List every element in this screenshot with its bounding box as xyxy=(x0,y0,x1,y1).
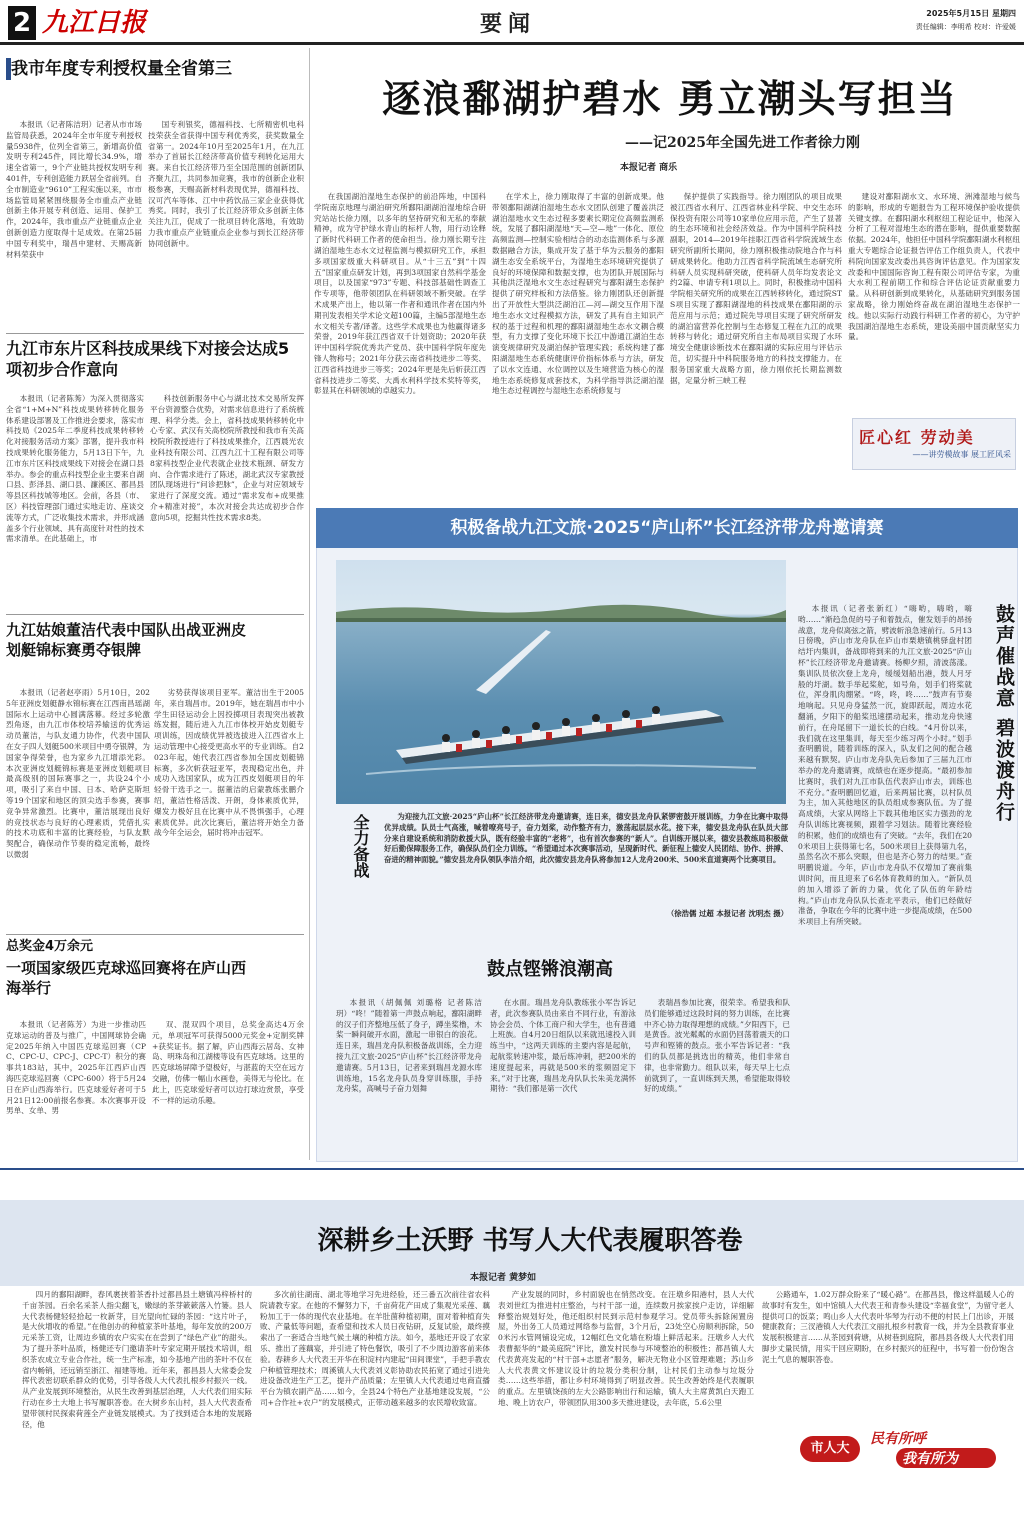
photo-caption xyxy=(384,812,788,920)
divider xyxy=(6,614,304,615)
article-kicker-pickleball: 总奖金4万余元 xyxy=(6,939,94,954)
feature-body: 在学术上，徐力刚取得了丰富的创新成果。他带领鄱阳湖湖泊湿地生态水文团队创建了覆盖洪泛湖泊湿地水文生态过程多要素长期定位高频监测系统，发展了鄱阳湖湿地“天—空—地”一体化、原位高频监测—控制实验相结合的动态监测体系与多源数据融合方法，集成开发了基于华为云服务的鄱阳湖生态安全系统平台，为湿地生态环境研究提供了良好的环境保障和数据支撑，也为团队开展国际与其他洪泛湿地水文生态过程研究与鄱阳湖生态保护提供了研究样板和方法借鉴。徐力刚团队还创新提出了开放性大型洪泛湖泊江—河—湖交互作用下湿地生态水文过程模拟方法，研发了具有自主知识产权的基于过程和机理的鄱阳湖湿地生态水文耦合模型，有力支撑了变化环境下长江中游通江湖泊生态演变规律研究及湖泊保护管理实践；系统构建了鄱阳湖湿地生态系统健康评价指标体系与方法，研发了以水文连通、水位调控以及生境营造为核心的湿地生态系统修复成套技术，为科学指导洪泛湖泊湿地生态过程调控与湿地生态系统修复与 xyxy=(492,192,664,396)
badge-subtitle: ——讲劳模故事 展工匠风采 xyxy=(912,450,1011,459)
dragon-right-title: 鼓声催战意 碧波渡舟行 xyxy=(993,604,1015,823)
column-rule xyxy=(309,48,310,1160)
npc-logo-right-1: 民有所呼 xyxy=(870,1431,926,1447)
article-body-rowing: 劣势获得该项目亚军。董洁出生于2005年，来自瑞昌市。2019年，她在瑞昌市中小学生田径运动会上因投掷项目表现突出被教练发掘，随后进入九江市体校开始皮划艇专项训练，因成绩优异被选拔进入江西省水上运动管理中心接受更高水平的专业训练。自2023年起，她代表江西省参加全国皮划艇锦标赛，多次斩获冠亚军，表现稳定出色，并成功入选国家队，成为江西皮划艇项目的年轻骨干选手之一。据董洁的启蒙教练张鹏介绍，董洁性格活泼、开朗，身体素质优异，爆发力极好且在比赛中从不畏惧强手，心理素质优异。此次比赛后，董洁将开始全力备战今年全运会，届时将冲击冠军。 xyxy=(154,688,304,838)
article-body-tech: 本报讯（记者陈莠）为深入贯彻落实全省“1+M+N”科技成果转移转化服务体系建设部署及工作推进会要求，落实市科技局《2025年二季度科技成果转移转化对接服务活动方案》部署，提升我市科技成果转化服务能力，5月13日下午，九江市东片区科技成果线下对接会在湖口县举办。参会的重点科技型企业主要来自湖口县、彭泽县、湖口县、濂溪区、都昌县等县区科技城等地区。会前，各县（市、区）科技管理部门通过实地走访、座谈交流等方式，广泛收集技术需求，并形成涵盖多个行业领域、具有高度针对性的技术需求清单。在此基础上，市 xyxy=(6,394,144,544)
feature-headline: 逐浪鄱湖护碧水 勇立潮头写担当 xyxy=(382,76,958,121)
bottom-body: 四月的鄱阳湖畔，春风裹挟着茶香扑过都昌县土塘镇冯梓桥村的千亩茶园。百余名采茶人指尖翻飞，嫩绿的茶芽簌簌落入竹篓。县人大代表杨健轻轻拾起一枚新芽，目光望向忙碌的茶园：“这片叶子，是大伙增收的希望。”在他创办的种植家茶叶基地，每年发放的200万元采茶工资，让周边乡镇的农户实实在在尝到了“绿色产业”的甜头。为了提升茶叶品质，杨健还专门邀请茶叶专家定期开展技术培训，组织茶农成立专业合作社，统一生产标准，如今基地产出的茶叶不仅在省内畅销，还远销至浙江、福建等地。近年来，都昌县人大常委会发挥代表密切联系群众的优势，引导各级人大代表扎根乡村振兴一线。从产业发展到环境整治，从民生改善到基层治理，人大代表们用实际行动在乡土大地上书写履职答卷。在大树乡东山村，县人大代表查希望带领村民探索荷莲全产业链发展模式。为了找到适合本地的发展路径，他 xyxy=(22,1290,252,1429)
article-body-patent: 国专利银奖，德福科技、七所精密机电科技荣获全省获得中国专利优秀奖，获奖数量全省第一。2024年10月至2025年1月，在九江举办了首届长江经济带高价值专利转化运用大赛。来自长江经济带乃至全国范围的创新团队齐聚九江，共同参加竞赛，我市的创新企业积极参赛，天赐高新材料表现优异，德福科技、汉可汽车等体、江中中药饮品三家企业获得优秀奖。同时，我引了长江经济带众多创新主体关注九江，促成了一批项目转化落地，有效助力我市重点产业链重点企业参与到长江经济带协同创新中。 xyxy=(148,120,304,248)
badge-title: 匠心红 劳动美 xyxy=(859,428,975,447)
dragon-mid-body: 表瑞昌参加比赛，很荣幸。希望我和队员们能够通过这段时间的努力训练，在比赛中齐心协力取得理想的成绩。”夕阳西下，已是黄昏。波光粼粼的水面仍回荡着震天的口号声和铿锵的鼓点。张小军告诉记者：“我们的队员都是挑选出的精英，他们非常自律，也非常勤力。组队以来，每天早上七点前就到了，一直训练到天黑，希望能取得较好的成绩。” xyxy=(644,998,790,1094)
article-body-patent: 本报讯（记者陈洁玥）记者从市市场监管局获悉，2024年全市年度专利授权量5938件，位列全省第三，新增高价值发明专利245件，同比增长34.9%，增速全省第一，9个产业链共授权发明专利401件，专利创造能力跃居全省前列。自全市制造业“9610”工程实施以来，市市场监管局紧紧围绕服务全市重点产业链创新主体开展专利创造、运用、保护工作，2024年，我市重点产业链重点企业创新创造力度取得十足成效。在第25届中国专利奖中，瑞昌中建材、天赐高新材料荣获中 xyxy=(6,120,142,259)
dragon-mid-title: 鼓点铿锵浪潮高 xyxy=(487,959,613,980)
section-title: 要闻 xyxy=(480,11,537,37)
feature-subheadline: ——记2025年全国先进工作者徐力刚 xyxy=(625,135,860,151)
npc-logo-right-2: 我有所为 xyxy=(896,1448,996,1468)
dragon-boat-banner: 积极备战九江文旅·2025“庐山杯”长江经济带龙舟邀请赛 xyxy=(316,508,1018,548)
section-rule xyxy=(0,1168,1024,1170)
feature-byline: 本报记者 商乐 xyxy=(620,163,678,173)
bottom-body: 产业发展的同时，乡村面貌也在悄然改变。在汪墩乡阳港村，县人大代表刘世红为推进村庄整治，与村干部一道，连续数月挨家挨户走访，详细解释整治规划好处，他还组织村民到示范村参观学习。党员带头拆除闲置房屋，外出务工人员通过网络参与监督，3个月后，23处空心房顺利拆除，500米污水管网铺设完成，12幅红色文化墙在粉墙上鲜活起来。汪墩乡人大代表曹振华的“最美庭院”评比，激发村民参与环境整治的积极性；都昌镇人大代表黄亮发起的“村干部+志愿者”服务，解决无物业小区管理难题；苏山乡人大代表黄文怀建议设计的垃圾分类积分制，让村民们主动参与垃圾分类……这些举措，都让乡村环境得到了明显改善。民生改善始终是代表履职的重点。左里镇饶孩的左大公路影响出行和运输，镇人大主席黄凯白天跑工地、晚上访农户，带领团队用300多天推进建设，去年底，5.6公里 xyxy=(498,1290,754,1407)
divider xyxy=(6,934,304,935)
article-title-rowing: 九江姑娘董洁代表中国队出战亚洲皮划艇锦标赛勇夺银牌 xyxy=(6,621,247,659)
masthead-rule xyxy=(0,42,1024,45)
dragon-boat-photo xyxy=(336,560,786,804)
bottom-byline: 本报记者 黄梦如 xyxy=(470,1273,537,1283)
feature-body: 建设对鄱阳湖水文、水环境、洲滩湿地与候鸟的影响，形成的专题报告为工程环境保护验收提供关键支撑。在鄱阳湖水利枢纽工程论证中，他深入分析了工程对湿地生态的潜在影响，提供重要数据依据。2024年，他担任中国科学院鄱阳湖水利枢纽重大专题综合论证报告评估工作组负责人，代表中科院向国家发改委出具咨询评估意见。作为国家发改委和中国国际咨询工程有限公司评估专家，为重大水利工程前期工作和综合评估论证贡献重要力量。从科研创新到成果转化，从基础研究到服务国家战略，徐力刚始终奋战在湖泊湿地生态保护一线。他以实际行动践行科研工作者的初心，为守护我国湖泊湿地生态系统，建设美丽中国贡献坚实力量。 xyxy=(848,192,1020,342)
article-body-tech: 科技创新服务中心与湖北技术交易所发挥平台资源整合优势，对需求信息进行了系统梳理、科学分类。会上，省科技成果转移转化中心专家、武汉有关高校院所教授和我市有关高校院所教授进行了科技成果推介，江西晨光农业科技有限公司、江西九江十工程有限公司等8家科技型企业代表就企业技术瓶颈、研发方向、合作需求进行了陈述，湖北武汉专家教授团队现场进行“问诊把脉”，企业与对应领域专家进行了深度交流。通过“需求发布+成果推介+精准对接”，本次对接会共达成初步合作意向5项，挖掘共性技术需求8类。 xyxy=(150,394,304,522)
date-line: 2025年5月15日 星期四 xyxy=(926,9,1016,18)
newspaper-name: 九江日报 xyxy=(42,8,147,38)
npc-logo xyxy=(800,1424,1000,1484)
article-title-pickleball: 一项国家级匹克球巡回赛将在庐山西海举行 xyxy=(6,959,247,997)
npc-logo-left: 市人大 xyxy=(800,1436,860,1462)
page-number: 2 xyxy=(8,6,36,40)
photo-credit: （徐浩儒 过超 本报记者 沈明杰 摄） xyxy=(666,909,788,918)
article-title-patent: 我市年度专利授权量全省第三 xyxy=(6,58,306,80)
caption-text: 为迎接九江文旅·2025“庐山杯”长江经济带龙舟邀请赛，连日来，德安县龙舟队紧锣密鼓开展训练，力争在比赛中取得优异成绩。队员士气高涨，喊着嘹亮号子，奋力划桨，动作整齐有力，激荡起层层水花。接下来，德安县龙舟队在队员大部分来自建设系统和消防救援大队，既有经验丰富的“老将”，也有首次参赛的“新人”。自训练开展以来，德安县教练局积极做好后勤保障服务工作，确保队员们全力训练。“希望通过本次赛事活动，呈现新时代、新征程上德安人民团结、协作、拼搏、奋进的精神面貌。”德安县龙舟队领队李洁介绍，此次德安县龙舟队将参加12人龙舟200米、500米直道赛两个比赛项目。 xyxy=(384,812,788,865)
bottom-headline: 深耕乡土沃野 书写人大代表履职答卷 xyxy=(317,1226,743,1256)
bottom-body: 多次前往湖南、湖北等地学习先进经验，还三番五次前往省农科院请教专家。在他的不懈努力下，千亩荷花产田成了集观光采莲、藕粉加工于一体的现代农业基地。在羊肚菌种植初期，面对着种植育失败、产量低等问题，查希望和技术人员日夜钻研，反复试验，最终摸索出了一套适合当地气候土壤的种植方法。如今，基地还开设了农家乐、推出了莲藕宴，并引进了特色餐饮，吸引了不少周边游客前来体验。春耕乡人大代表王开华在积淀村内建起“田间课堂”，手把手教农户种植管理技术；周溪镇人大代表刘义彰协助农民拓宽了通过引进先进设备改进生产工艺，提升产品质量；左里镇人大代表通过电商直播平台为镇农副产品……如今，全县24个特色产业基地建设发展，“公司+合作社+农户”的发展模式，正带动越来越多的农民增收致富。 xyxy=(260,1290,490,1407)
editor-line: 责任编辑：李明希 校对：许爱媛 xyxy=(915,23,1016,31)
feature-body: 在我国湖泊湿地生态保护的前沿阵地，中国科学院南京地理与湖泊研究所鄱阳湖湖泊湿地综合研究站站长徐力刚，以多年的坚持研究和无私的奉献精神，成为守护绿水青山的标杆人物，用行动诠释了新时代科研工作者的使命担当。徐力刚长期专注湖泊湿地生态水文过程监测与模拟研究工作，承担多项国家级重大科研项目。从“十三五”到“十四五”国家重点研发计划，再到3项国家自然科学基金项目，以及国家“973”专题、科技部基础性调查工作专项等，他带领团队在科研领域不断突破。在学术成果产出上，他以第一作者和通讯作者在国内外期刊发表相关学术论文超100篇，主编5部湿地生态水文相关专著/译著。这些学术成果也为他赢得诸多荣誉，2019年获江西省双千计划资助；2020年获评中国科学院优秀共产党员、获中国科学院年度先锋人物称号；2021年分获云南省科技进步二等奖、江西省科技进步三等奖；2024年更是先后斩获江西省科技进步二等奖、大禹水利科学技术奖特等奖，彰显其在科研领域的卓越实力。 xyxy=(314,192,486,396)
article-body-pickleball: 本报讯（记者陈芳）为进一步推动匹克球运动的普及与推广，中国网球协会确定2025年纳入中国匹克球巡回赛（CPC、CPC-U、CPC-J、CPC-T）积分的赛事共183站，其中，2025年江西庐山西海匹克球巡回赛（CPC-600）将于5月24日在庐山西海举行。匹克球爱好者可于5月21日12:00前报名参赛。本次赛事开设男单、女单、男 xyxy=(6,1020,146,1116)
article-title-tech: 九江市东片区科技成果线下对接会达成5项初步合作意向 xyxy=(6,339,290,379)
dragon-mid-body: 在水面。瑞昌龙舟队教练张小军告诉记者，此次参赛队员由来自不同行业，有游泳协会会员、个体工商户和大学生，也有普通上班族。自4月20日组队以来就迅速投入训练当中，“这两天训练的主要内容是起航，起航浆转速冲浆，最后练冲刺，把200米的速度提起来，再就是500米的浆频固定下来。”对于比赛，瑞昌龙舟队队长朱美龙满怀期待：“我们都是第一次代 xyxy=(490,998,636,1094)
article-body-pickleball: 双、混双四个项目，总奖金高达4万余元，单项冠军可获得5000元奖金+定制奖牌+获奖证书。据了解，庐山西海云居岛、女神岛、明珠岛和江湖楼等设有匹克球场。这里的匹克球场屏障予望极好，与湛蓝的天空在远方交融，仿佛一幅山水画卷，美得无与伦比。在此上，匹克球爱好者可以边打球边赏景，享受不一样的运动乐趣。 xyxy=(152,1020,304,1105)
dragon-right-body: 本报讯（记者张新红）“嗨哟，嗨哟，嗨哟……”渐趋急促的号子和着鼓点，催发划手的昂扬战意，龙舟似离弦之箭，劈波斩浪急速前行。5月13日傍晚，庐山市龙舟队在庐山市栗塘镇桃驿盘村团结圩内集训，备战即将到来的九江文旅·2025“庐山杯”长江经济带龙舟邀请赛。杨柳夕照，清波荡漾。集训队员依次登上龙舟，缓缓划船出港，鼓人月牙般的圩湖。数手举起桨舵，如号角，划手们将桨就位，浑身肌肉绷紧。“咚，咚，咚……”鼓声有节奏地响起。只见舟身猛然一沉，旋即跃起，周边水花翻涌，夕阳下的船桨迅速摆动起来，推动龙舟快速前行，在舟尾留下一道长长的白线。“4月份以来，我们就在这里集训，每天至少练习两个小时。”划手查明鹏说，随着训练的深入，队友们之间的配合越来越有默契。庐山市龙舟队先后参加了三届九江市举办的龙舟邀请赛，成绩也在逐步提高。“最初参加比赛时，我们对九江市队伍代表庐山市去，训练也不充分。”查明鹏回忆道，后来两届比赛，以村队员为主，加入其他地区的队员组成参赛队伍。为了提高成绩，大家从网络上下载其他地区实力强劲的龙舟队训练比赛视频，跟着学习划法。随着比赛经验的积累，他们的成绩也有了突破。“去年，我们在200米项目上获得第七名，500米项目上获得第九名，虽然名次不那么突眼，但也是齐心努力的结果。”查明鹏说道。今年，庐山市龙舟队不仅增加了赛前集训时间，而且迎来了6名体育教师的加入。“新队员的加入增添了新的力量，优化了队伍的年龄结构。”庐山市龙舟队队长查北平表示，他们已经做好准备，争取在今年的比赛中进一步提高成绩，在500米项目上有所突破。 xyxy=(798,604,972,927)
photo-side-label: 全力备战 xyxy=(351,814,370,878)
feature-badge xyxy=(852,418,1016,470)
divider xyxy=(6,333,304,334)
dragon-mid-body: 本报讯（胡佩佩 刘璐格 记者陈洁玥）“咚！”随着第一声鼓点响起，鄱阳湖畔的汉子们齐整地压低了身子，蹲坐桨橹，木桨一瞬间破开水面，激起一串银白的浪花。连日来，瑞昌龙舟队积极备战训练，全力迎接九江文旅·2025“庐山杯”长江经济带龙舟邀请赛。5月13日，记者来到瑞昌龙源水库训练地，15名龙舟队员身穿训练服，手持龙舟桨，高喊号子奋力划舞 xyxy=(336,998,482,1094)
photo-scene xyxy=(336,560,786,804)
bottom-body: 公路通车，1.02万群众盼来了“暖心路”。在都昌县，像这样温暖人心的故事时有发生，如中馆镇人大代表王和青参头建设“幸福食堂”，为留守老人提供可口的饭菜；鸣山乡人大代表叶华琴为行动不便的村民上门出诊，开展健康教育；三汊港镇人大代表江文丽扎根乡村教育一线，并为全县教育事业发展积极建言……从茶园到荷塘，从树巷到庭院，都昌县各级人大代表们用脚步丈量民情，用实干回应期盼，在乡村振兴的征程中，书写着一份份饱含泥土气息的履职答卷。 xyxy=(762,1290,1014,1364)
feature-body: 保护提供了实践指导。徐力刚团队的项目成果被江西省水利厅、江西省林业科学院、中交生态环保投资有限公司等10家单位应用示范，产生了显著的生态环境和社会经济效益。作为中国科学院科技副职，2014—2019年挂职江西省科学院流域生态研究所副所长期间，徐力刚积极推动院地合作与科研成果转化。他助力江西省科学院流域生态研究所科研人员实现科研突破，使科研人员年均发表论文约2篇、申请专利1项以上。同时，积极推动中国科学院相关研究所的成果在江西转移转化，通过院STS项目实现了鄱阳湖湿地的科技成果在鄱阳湖的示范应用与示范；通过院先导项目实现了研究所研发的湖泊富营养化控制与生态修复工程在九江的成果转移与转化；通过研究所自主布局项目实现了水环境安全健康诊断技术在鄱阳湖的实际应用与评估示范，切实提升中科院服务地方的科技支撑能力。在服务国家重大战略方面，徐力刚依托长期监测数据，定量分析三峡工程 xyxy=(670,192,842,385)
article-body-rowing: 本报讯（记者赵亭雨）5月10日，2025年亚洲皮划艇静水锦标赛在江西南昌瑶湖国际水上运动中心圆满落幕。经过多轮激烈角逐，由九江市体校培养输送的优秀运动员董洁，与队友通力协作，代表中国队在女子四人划艇500米项目中勇夺银牌，为国家争得荣誉，也为家乡九江增添光彩。本次亚洲皮划艇锦标赛是亚洲皮划艇项目最高级别的国际赛事之一，共设24个小项，吸引了来自中国、日本、哈萨克斯坦等19个国家和地区的顶尖选手参赛，赛事竞争异常激烈。比赛中，董洁展现出良好的竞技状态与良好的心理素质，凭借扎实的技术功底和丰富的比赛经验，与队友默契配合，确保动作节奏的稳定流畅，最终以微弱 xyxy=(6,688,150,859)
